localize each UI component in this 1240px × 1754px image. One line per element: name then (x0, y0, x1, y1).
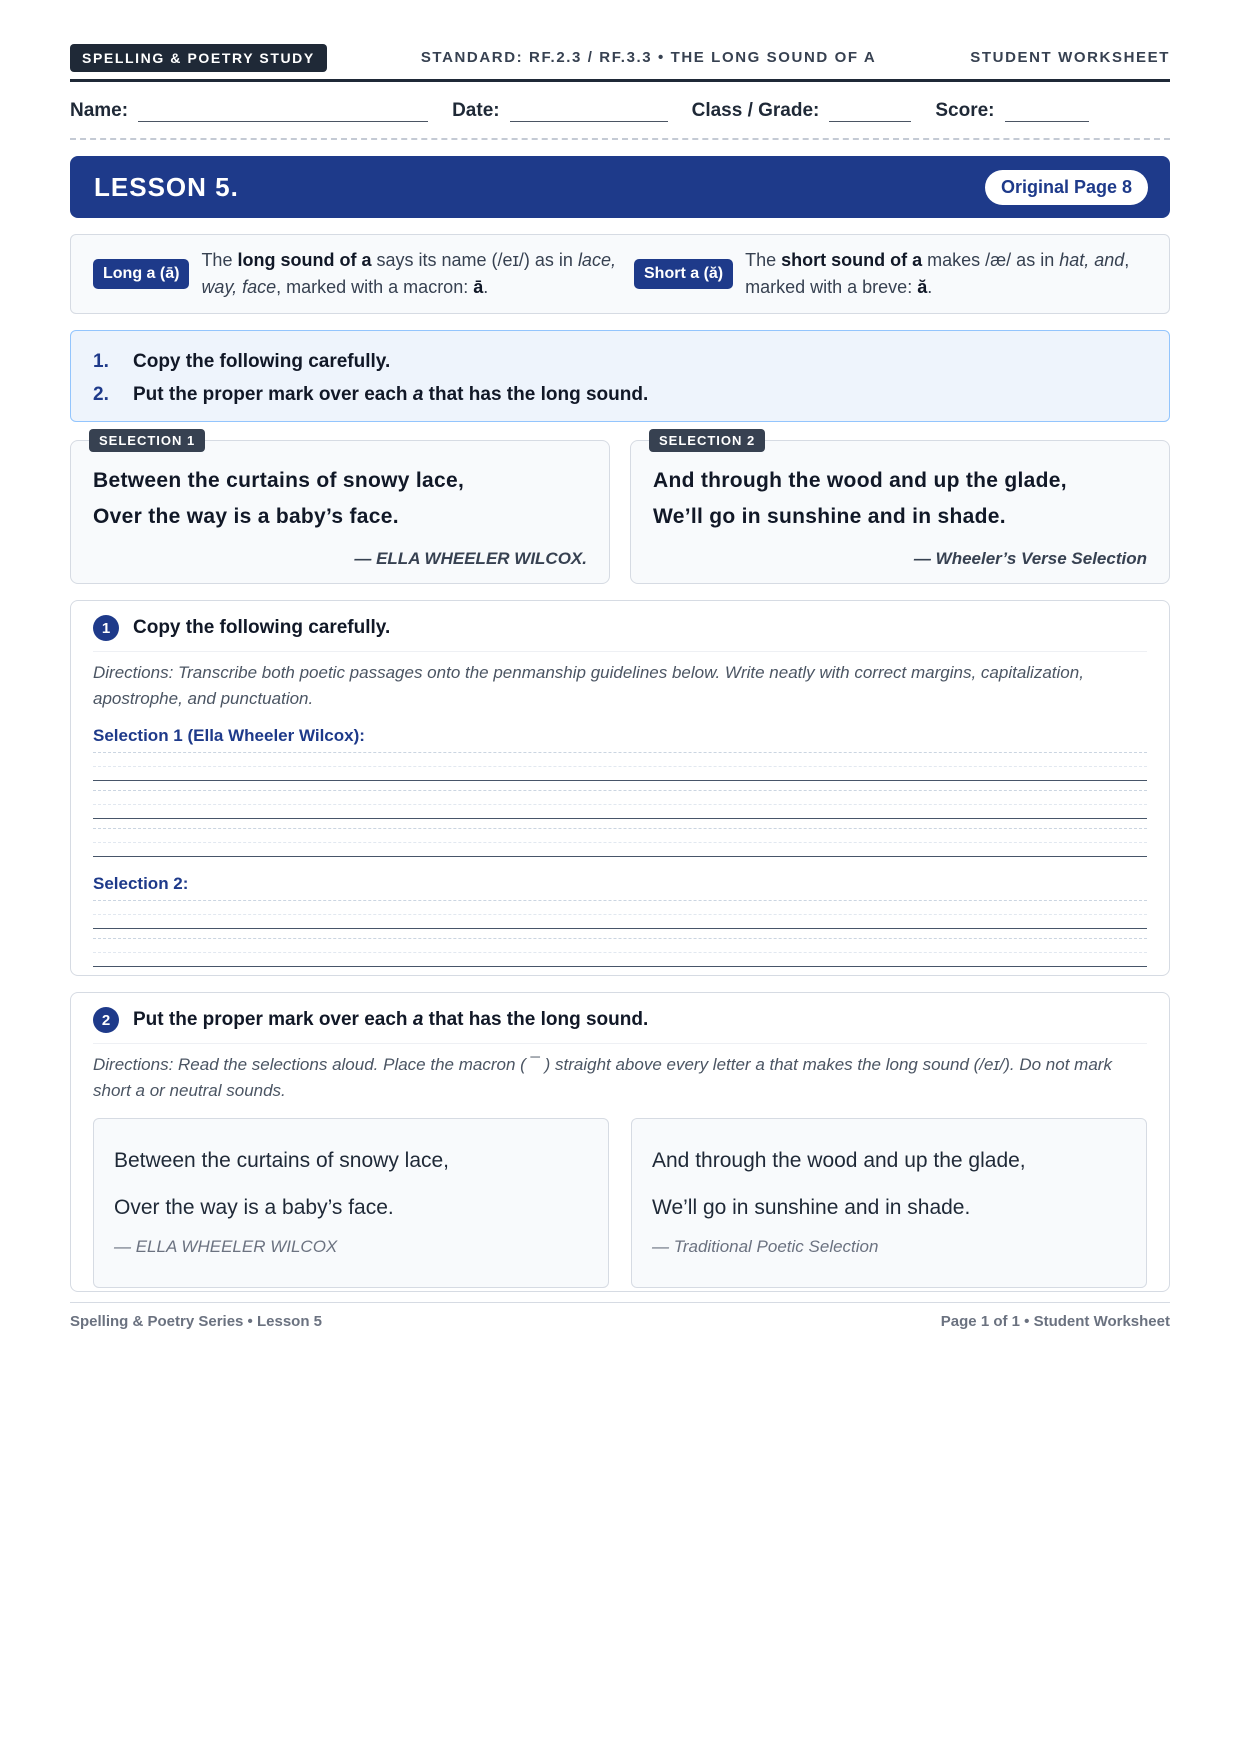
exercise-2-header (93, 1007, 1147, 1044)
handwriting-line[interactable] (93, 822, 1147, 860)
poem-line: And through the wood and up the glade, (653, 469, 1067, 492)
selection-2-writing-label: Selection 2: (93, 874, 189, 893)
footer-page-number: Page 1 of 1 • Student Worksheet (940, 1313, 1170, 1330)
poem-line: Between the curtains of snowy lace, (93, 469, 465, 492)
instruction-item: 2. Put the proper mark over each a that has the long sound. (93, 384, 649, 405)
exercise-1-number: 1 (93, 615, 119, 641)
standard-label: STANDARD: RF.2.3 / RF.3.3 • THE LONG SOUND OF A (420, 49, 877, 66)
exercise-1-title: Copy the following carefully. (133, 617, 391, 638)
exercise-1-card (70, 600, 1170, 976)
student-info-row (70, 82, 1170, 140)
exercise-1-header (93, 615, 1147, 652)
selection-1-tag: SELECTION 1 (89, 429, 205, 452)
worksheet-label: STUDENT WORKSHEET (970, 49, 1170, 66)
footer-series: Spelling & Poetry Series • Lesson 5 (70, 1313, 323, 1330)
selection-1-card (70, 433, 610, 584)
handwriting-line[interactable] (93, 932, 1147, 970)
selections (70, 433, 1170, 584)
name-field (70, 100, 428, 122)
exercise-2-directions: Directions: Read the selections aloud. Place the macron ( ¯ ) straight above every letter a that makes the long sound (/eɪ/). Do not mark short a or neutral sounds. (93, 1055, 1112, 1100)
selection-1-writing-label: Selection 1 (Ella Wheeler Wilcox): (93, 726, 365, 745)
short-a-legend (620, 247, 1147, 301)
short-a-description: The short sound of a makes /æ/ as in hat, and, marked with a breve: ă. (745, 250, 1130, 297)
sound-legend (70, 234, 1170, 314)
page-header (70, 44, 1170, 82)
instruction-item: 1. Copy the following carefully. (93, 351, 391, 372)
handwriting-line[interactable] (93, 784, 1147, 822)
poem-author: — Traditional Poetic Selection (652, 1237, 879, 1256)
class-grade-field (692, 100, 912, 122)
poem-line: Over the way is a baby’s face. (114, 1196, 394, 1219)
selection-2-tag: SELECTION 2 (649, 429, 765, 452)
poem-line: And through the wood and up the glade, (652, 1149, 1026, 1172)
name-input-line[interactable] (138, 104, 428, 122)
date-label: Date: (452, 100, 500, 121)
poem-line: Between the curtains of snowy lace, (114, 1149, 450, 1172)
short-a-badge: Short a (ă) (634, 259, 733, 289)
lesson-title: LESSON 5. (94, 171, 239, 202)
marking-passages (93, 1118, 1147, 1302)
marking-passage-2[interactable] (631, 1118, 1147, 1288)
poem-line: We’ll go in sunshine and in shade. (652, 1196, 971, 1219)
poem-author: — ELLA WHEELER WILCOX. (354, 549, 587, 568)
original-page-badge: Original Page 8 (985, 170, 1148, 205)
class-grade-label: Class / Grade: (691, 100, 820, 121)
long-a-legend (93, 247, 620, 301)
score-label: Score: (935, 100, 995, 121)
series-badge: SPELLING & POETRY STUDY (70, 44, 327, 72)
lesson-banner (70, 156, 1170, 218)
exercise-2-number: 2 (93, 1007, 119, 1033)
exercise-2-card (70, 992, 1170, 1292)
date-field (452, 100, 668, 122)
poem-line: Over the way is a baby’s face. (93, 505, 399, 528)
worksheet-page (70, 44, 1170, 1292)
instructions-box (70, 330, 1170, 422)
marking-passage-1[interactable] (93, 1118, 609, 1288)
page-footer (70, 1302, 1170, 1330)
poem-line: We’ll go in sunshine and in shade. (653, 505, 1006, 528)
poem-author: — Wheeler’s Verse Selection (913, 549, 1147, 568)
long-a-description: The long sound of a says its name (/eɪ/) as in lace, way, face, marked with a macron: ā. (201, 250, 616, 297)
exercise-1-directions: Directions: Transcribe both poetic passages onto the penmanship guidelines below. Write neatly with correct margins, capitalization, apostrophe, and punctuation. (93, 663, 1084, 708)
date-input-line[interactable] (510, 104, 668, 122)
selection-2-card (630, 433, 1170, 584)
name-label: Name: (70, 100, 129, 121)
score-input-line[interactable] (1005, 104, 1089, 122)
long-a-badge: Long a (ā) (93, 259, 189, 289)
poem-author: — ELLA WHEELER WILCOX (114, 1237, 338, 1256)
class-grade-input-line[interactable] (829, 104, 911, 122)
exercise-2-title: Put the proper mark over each a that has the long sound. (133, 1009, 649, 1030)
handwriting-line[interactable] (93, 894, 1147, 932)
handwriting-line[interactable] (93, 746, 1147, 784)
score-field (935, 100, 1088, 122)
